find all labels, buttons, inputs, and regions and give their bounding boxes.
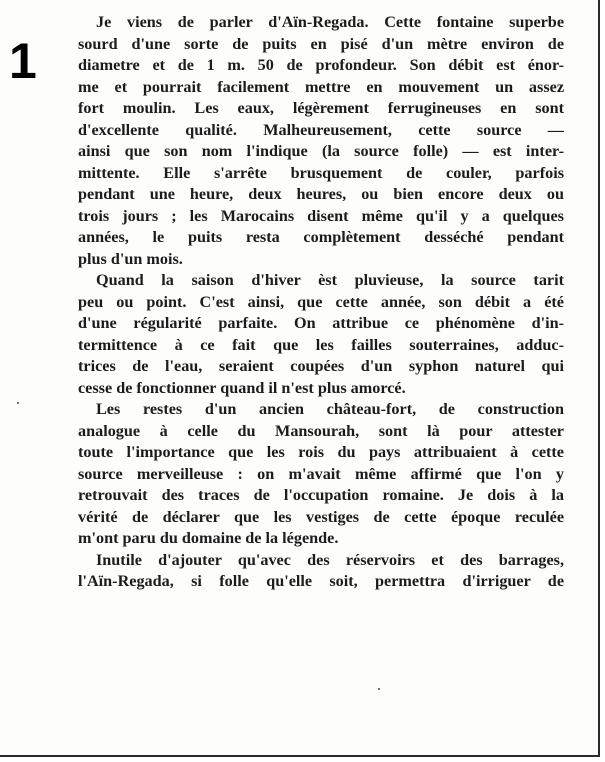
text-line: cesse de fonctionner quand il n'est plus amorcé.	[78, 378, 406, 397]
text-line: fort moulin. Les eaux, légèrement ferrugineuses en sont	[78, 99, 564, 117]
text-line: ainsi que son nom l'indique (la source folle) — est inter-	[78, 142, 564, 160]
text-line: diametre et de 1 m. 50 de profondeur. Son débit est énor-	[78, 56, 564, 74]
text-line: trois jours ; les Marocains disent même qu'il y a quelques	[78, 206, 564, 225]
text-line: m'ont paru du domaine de la légende.	[78, 529, 339, 547]
scan-speck	[17, 402, 19, 404]
text-line: retrouvait des traces de l'occupation romaine. Je dois à la	[78, 486, 564, 504]
paragraph	[78, 399, 564, 550]
text-line: sourd d'une sorte de puits en pisé d'un mètre environ de	[78, 34, 564, 53]
paragraph	[78, 12, 564, 270]
text-line: Les restes d'un ancien château-fort, de construction	[96, 400, 564, 418]
text-line: d'excellente qualité. Malheureusement, cette source —	[78, 120, 564, 139]
text-line: vérité de déclarer que les vestiges de cette époque reculée	[78, 507, 564, 526]
text-line: source merveilleuse : on m'avait même affirmé que l'on y	[78, 464, 564, 483]
text-line: Inutile d'ajouter qu'avec des réservoirs et des barrages,	[96, 550, 564, 569]
text-line: mittente. Elle s'arrête brusquement de couler, parfois	[78, 163, 564, 182]
text-line: Je viens de parler d'Aïn-Regada. Cette fontaine superbe	[96, 13, 564, 31]
text-line: d'une régularité parfaite. On attribue ce phénomène d'in-	[78, 314, 564, 332]
paragraph	[78, 270, 564, 399]
text-line: plus d'un mois.	[78, 249, 183, 268]
text-line: Quand la saison d'hiver èst pluvieuse, la source tarit	[96, 271, 564, 289]
body-text	[78, 12, 564, 593]
page-number-marker: 1	[9, 33, 37, 89]
paragraph	[78, 550, 564, 593]
text-line: analogue à celle du Mansourah, sont là pour attester	[78, 421, 564, 440]
scan-speck	[378, 688, 380, 690]
text-line: l'Aïn-Regada, si folle qu'elle soit, permettra d'irriguer de	[78, 572, 564, 590]
text-line: termittence à ce fait que les failles souterraines, adduc-	[78, 335, 564, 354]
text-line: trices de l'eau, seraient coupées d'un syphon naturel qui	[78, 357, 564, 375]
text-line: toute l'importance que les rois du pays attribuaient à cette	[78, 443, 564, 461]
text-line: me et pourrait facilement mettre en mouvement un assez	[78, 77, 564, 96]
text-line: années, le puits resta complètement desséché pendant	[78, 228, 564, 246]
text-line: pendant une heure, deux heures, ou bien encore deux ou	[78, 185, 564, 203]
text-line: peu ou point. C'est ainsi, que cette année, son débit a été	[78, 292, 564, 311]
